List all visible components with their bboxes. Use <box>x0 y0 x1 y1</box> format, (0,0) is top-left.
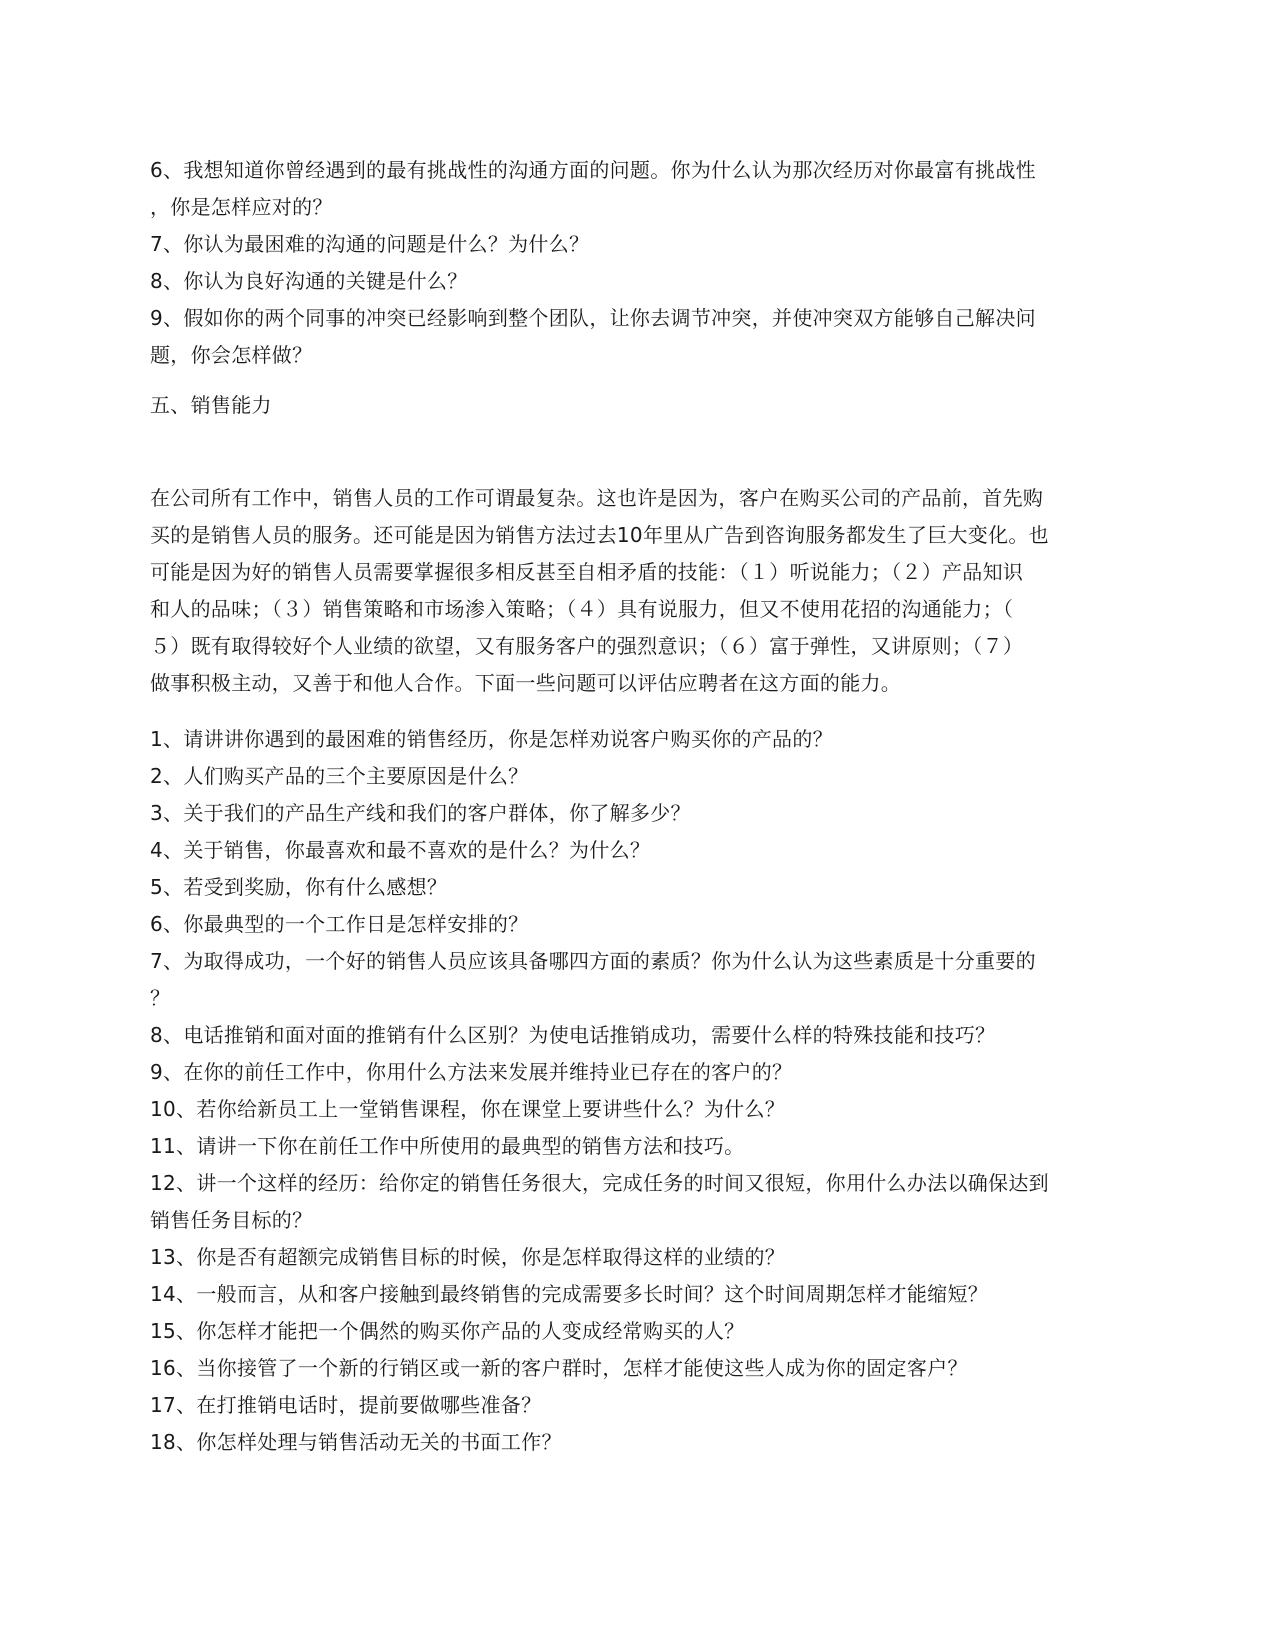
intro-paragraph <box>150 480 1125 702</box>
paragraph-line: 在公司所有工作中，销售人员的工作可谓最复杂。这也许是因为，客户在购买公司的产品前，首先购 <box>150 486 1044 510</box>
paragraph-line: ５）既有取得较好个人业绩的欲望，又有服务客户的强烈意识；（６）富于弹性，又讲原则；（７） <box>150 634 1024 658</box>
communication-question-list <box>150 152 1125 374</box>
list-item: 7、你认为最困难的沟通的问题是什么？为什么？ <box>150 232 590 256</box>
paragraph-line: 做事积极主动，又善于和他人合作。下面一些问题可以评估应聘者在这方面的能力。 <box>150 671 902 695</box>
list-item: 题，你会怎样做？ <box>150 343 313 367</box>
paragraph-line: 可能是因为好的销售人员需要掌握很多相反甚至自相矛盾的技能：（１）听说能力；（２）产品知识 <box>150 560 1024 584</box>
list-item: 13、你是否有超额完成销售目标的时候，你是怎样取得这样的业绩的？ <box>150 1245 786 1269</box>
list-item: 5、若受到奖励，你有什么感想？ <box>150 875 448 899</box>
list-item: 4、关于销售，你最喜欢和最不喜欢的是什么？为什么？ <box>150 838 651 862</box>
paragraph-line: 和人的品味；（３）销售策略和市场渗入策略；（４）具有说服力，但又不使用花招的沟通能力；（ <box>150 597 1014 621</box>
list-item: 9、假如你的两个同事的冲突已经影响到整个团队，让你去调节冲突，并使冲突双方能够自己解决问 <box>150 306 1036 330</box>
section-heading: 五、销售能力 <box>150 393 272 417</box>
list-item: 14、一般而言，从和客户接触到最终销售的完成需要多长时间？这个时间周期怎样才能缩短？ <box>150 1282 989 1306</box>
list-item: 12、讲一个这样的经历：给你定的销售任务很大，完成任务的时间又很短，你用什么办法以确保达到 <box>150 1171 1049 1195</box>
page-content <box>150 152 1125 1461</box>
paragraph-line: 买的是销售人员的服务。还可能是因为销售方法过去10年里从广告到咨询服务都发生了巨大变化。也 <box>150 523 1049 547</box>
sales-question-list <box>150 721 1125 1461</box>
list-item: 销售任务目标的？ <box>150 1208 313 1232</box>
list-item: 10、若你给新员工上一堂销售课程，你在课堂上要讲些什么？为什么？ <box>150 1097 786 1121</box>
list-item: 8、电话推销和面对面的推销有什么区别？为使电话推销成功，需要什么样的特殊技能和技巧？ <box>150 1023 996 1047</box>
list-item: 8、你认为良好沟通的关键是什么？ <box>150 269 468 293</box>
list-item: 18、你怎样处理与销售活动无关的书面工作？ <box>150 1430 562 1454</box>
list-item: 15、你怎样才能把一个偶然的购买你产品的人变成经常购买的人？ <box>150 1319 745 1343</box>
list-item: ？ <box>150 986 171 1010</box>
list-item: 7、为取得成功，一个好的销售人员应该具备哪四方面的素质？你为什么认为这些素质是十分重要的 <box>150 949 1036 973</box>
list-item: 6、我想知道你曾经遇到的最有挑战性的沟通方面的问题。你为什么认为那次经历对你最富有挑战性 <box>150 158 1036 182</box>
list-item: 2、人们购买产品的三个主要原因是什么？ <box>150 764 529 788</box>
list-item: 11、请讲一下你在前任工作中所使用的最典型的销售方法和技巧。 <box>150 1134 745 1158</box>
list-item: 6、你最典型的一个工作日是怎样安排的？ <box>150 912 529 936</box>
list-item: ，你是怎样应对的？ <box>150 195 333 219</box>
list-item: 16、当你接管了一个新的行销区或一新的客户群时，怎样才能使这些人成为你的固定客户？ <box>150 1356 968 1380</box>
list-item: 17、在打推销电话时，提前要做哪些准备？ <box>150 1393 542 1417</box>
list-item: 9、在你的前任工作中，你用什么方法来发展并维持业已存在的客户的？ <box>150 1060 793 1084</box>
list-item: 1、请讲讲你遇到的最困难的销售经历，你是怎样劝说客户购买你的产品的？ <box>150 727 833 751</box>
list-item: 3、关于我们的产品生产线和我们的客户群体，你了解多少？ <box>150 801 691 825</box>
